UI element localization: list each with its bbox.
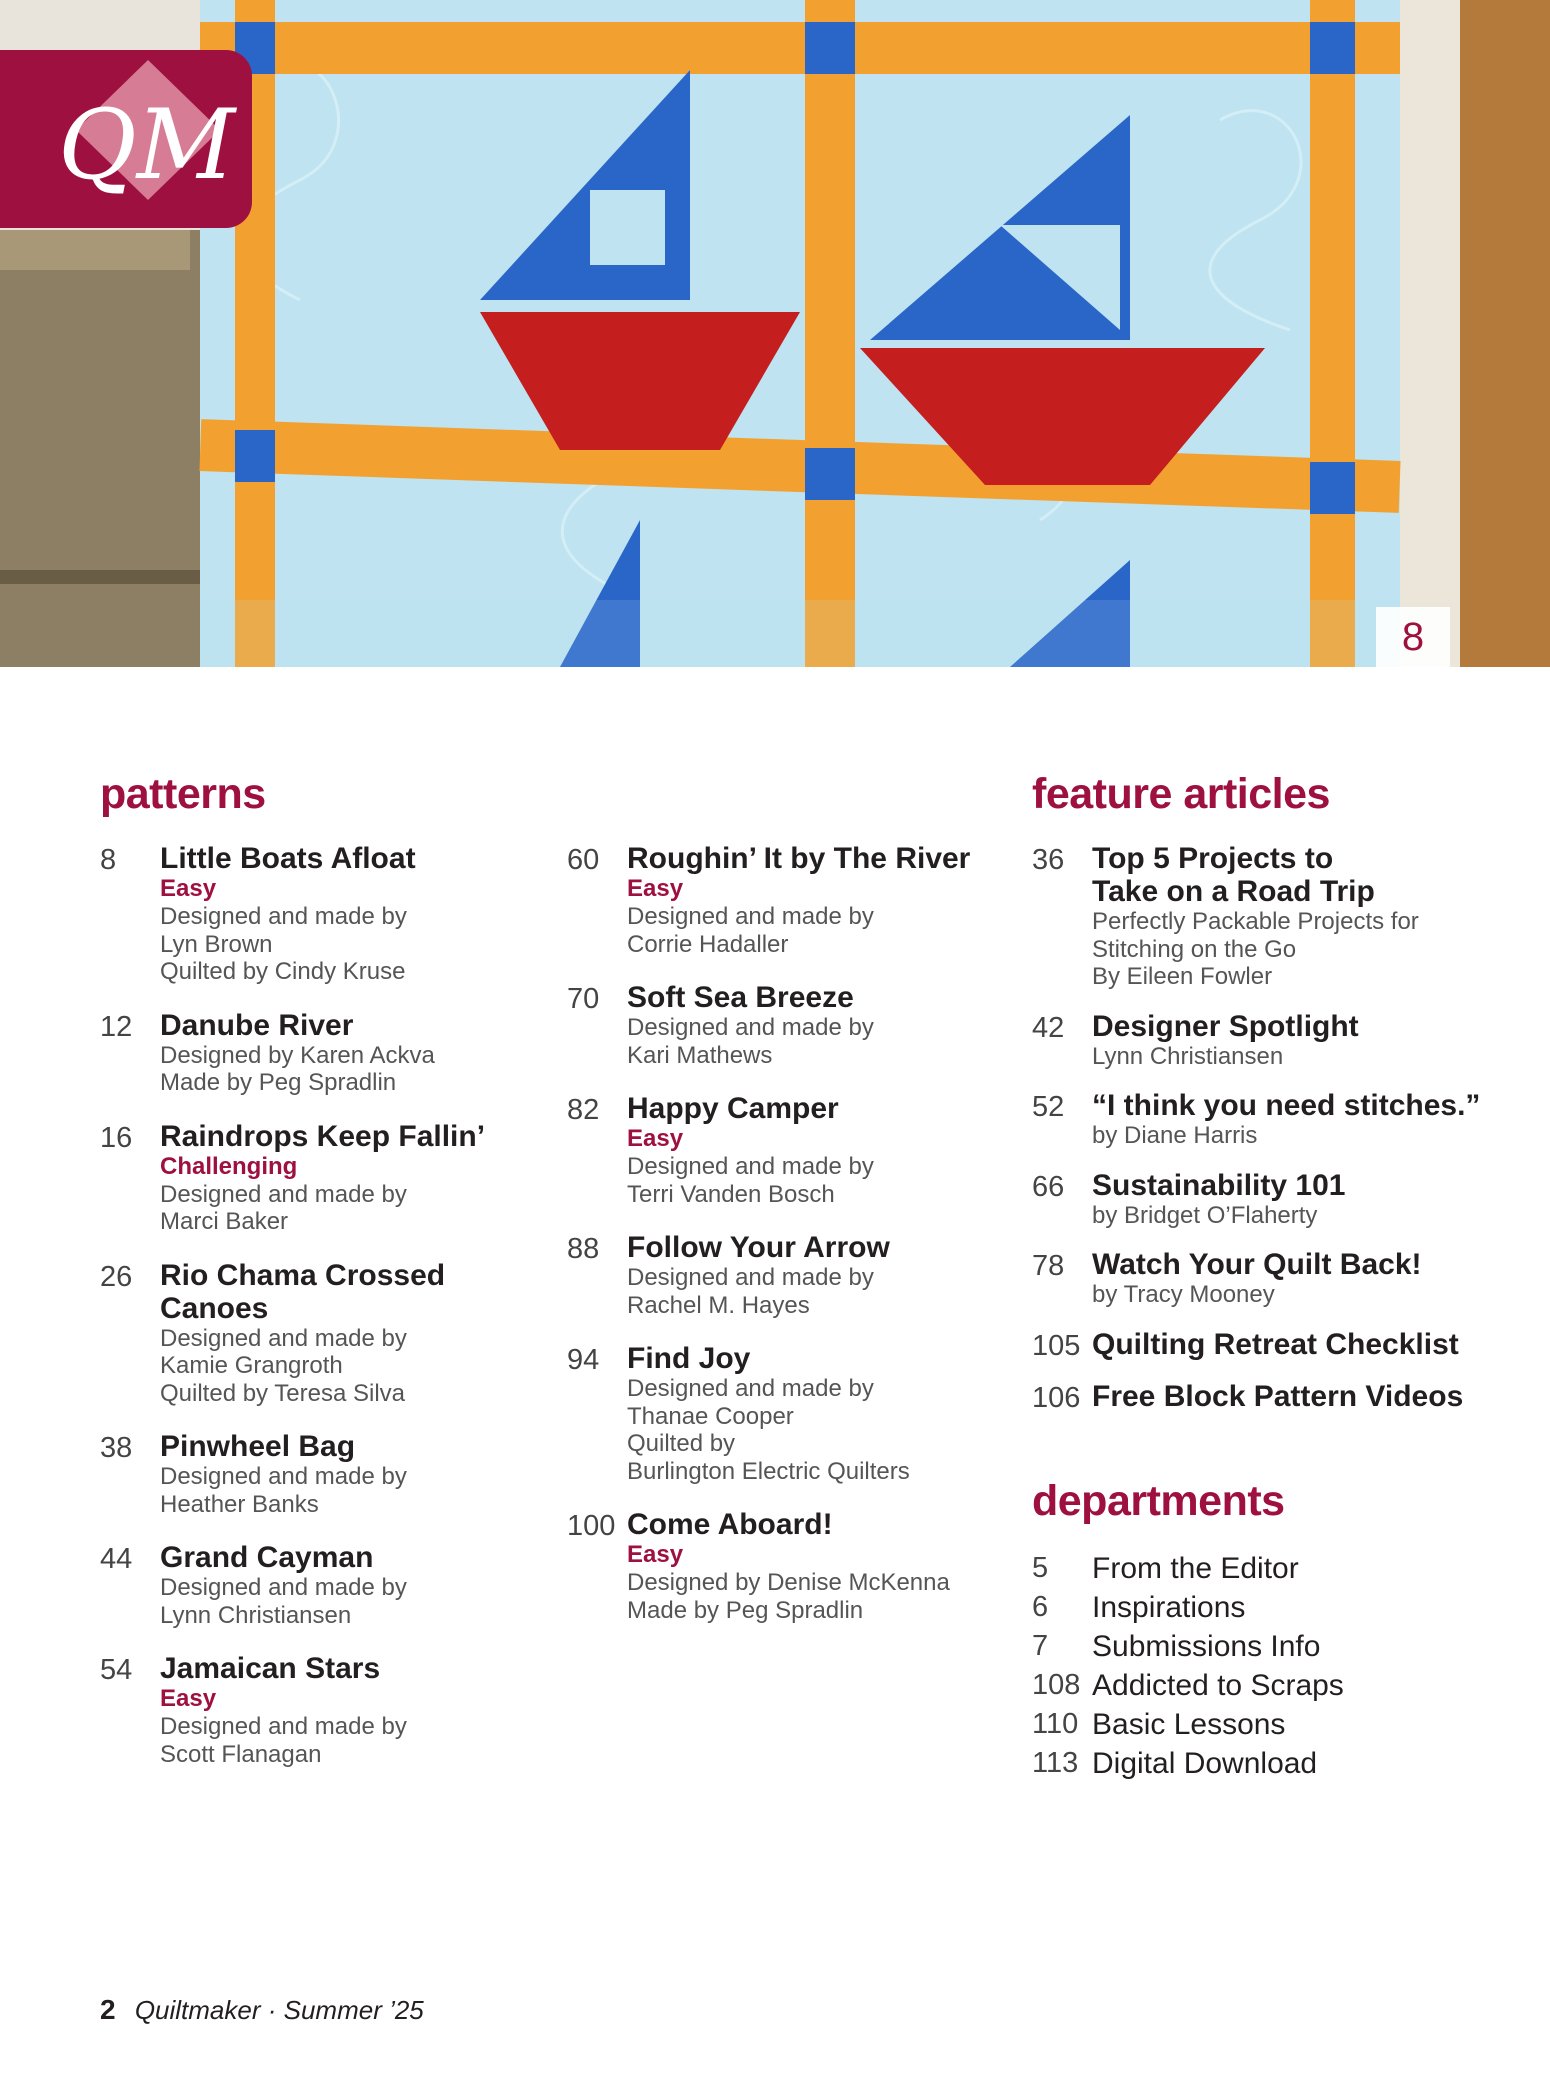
toc-entry-credit: Terri Vanden Bosch [627, 1180, 835, 1208]
toc-entry-credit: Quilted by Cindy Kruse [160, 958, 406, 985]
department-title[interactable]: Basic Lessons [1092, 1708, 1286, 1741]
toc-page-number: 105 [1032, 1329, 1081, 1362]
toc-page-number: 66 [1032, 1170, 1065, 1203]
toc-entry[interactable] [100, 1120, 540, 1236]
toc-page-number: 38 [100, 1432, 133, 1464]
toc-entry-title[interactable]: Grand Cayman [160, 1541, 374, 1574]
toc-entry[interactable] [100, 1009, 540, 1097]
toc-page-number: 100 [567, 1510, 616, 1542]
feature-articles-list [1032, 842, 1512, 1432]
toc-entry-credit: Designed and made by [160, 903, 407, 930]
toc-entry-credit: Quilted by Teresa Silva [160, 1379, 406, 1407]
toc-page-number: 94 [567, 1344, 600, 1376]
toc-page-number: 70 [567, 983, 600, 1015]
svg-text:QM: QM [58, 89, 235, 201]
department-entry[interactable] [1032, 1705, 1512, 1744]
patterns-column-2 [567, 842, 1007, 1647]
toc-entry-title[interactable]: Watch Your Quilt Back! [1092, 1248, 1422, 1281]
toc-entry-title[interactable]: Top 5 Projects to [1092, 842, 1334, 875]
patterns-heading: patterns [100, 770, 266, 818]
toc-entry-credit: Lyn Brown [160, 930, 273, 958]
page-footer [100, 1994, 424, 2026]
toc-page-number: 16 [100, 1121, 133, 1154]
toc-page-number: 6 [1032, 1591, 1049, 1623]
toc-entry-title[interactable]: Designer Spotlight [1092, 1009, 1359, 1043]
toc-entry-title[interactable]: Little Boats Afloat [160, 842, 416, 875]
department-title[interactable]: Inspirations [1092, 1591, 1246, 1624]
difficulty-label: Easy [627, 1125, 684, 1152]
toc-entry-credit: Designed and made by [627, 1153, 874, 1180]
department-entry[interactable] [1032, 1666, 1512, 1705]
toc-entry-credit: Designed and made by [627, 903, 874, 930]
toc-entry[interactable] [567, 1342, 1007, 1485]
hero-page-tag: 8 [1376, 607, 1450, 667]
toc-page-number: 110 [1032, 1708, 1079, 1740]
toc-entry-title[interactable]: Pinwheel Bag [160, 1430, 356, 1463]
toc-entry[interactable] [567, 981, 1007, 1069]
toc-entry-title[interactable]: Happy Camper [627, 1092, 839, 1125]
toc-entry[interactable] [1032, 1380, 1512, 1413]
toc-page-number: 44 [100, 1543, 133, 1575]
departments-heading: departments [1032, 1477, 1285, 1525]
toc-page-number: 108 [1032, 1669, 1081, 1701]
toc-page-number: 60 [567, 844, 600, 876]
difficulty-label: Challenging [160, 1152, 298, 1180]
toc-entry-credit: Lynn Christiansen [160, 1601, 352, 1629]
toc-entry[interactable] [1032, 1248, 1512, 1309]
toc-entry-title[interactable]: Sustainability 101 [1092, 1168, 1346, 1202]
department-entry[interactable] [1032, 1744, 1512, 1783]
toc-entry[interactable] [567, 1231, 1007, 1319]
toc-entry-credit: by Bridget O’Flaherty [1092, 1201, 1318, 1229]
toc-entry-credit: By Eileen Fowler [1092, 963, 1273, 990]
toc-page-number: 88 [567, 1233, 600, 1265]
toc-entry-credit: Made by Peg Spradlin [160, 1069, 397, 1096]
quiltmaker-logo [0, 50, 252, 228]
toc-entry[interactable] [100, 1652, 540, 1768]
toc-page-number: 8 [100, 844, 117, 876]
toc-entry[interactable] [100, 842, 540, 986]
toc-entry-title[interactable]: Jamaican Stars [160, 1652, 381, 1685]
toc-entry-credit: Corrie Hadaller [627, 930, 789, 958]
toc-entry[interactable] [1032, 842, 1512, 991]
toc-page-number: 82 [567, 1094, 600, 1126]
toc-entry-credit: Kari Mathews [627, 1041, 773, 1069]
difficulty-label: Easy [160, 1685, 217, 1712]
toc-entry-credit: Designed and made by [627, 1014, 874, 1041]
toc-entry-credit: Designed and made by [160, 1463, 407, 1490]
toc-entry-title[interactable]: Danube River [160, 1008, 354, 1042]
toc-page-number: 26 [100, 1260, 133, 1293]
toc-entry-title[interactable]: Find Joy [627, 1342, 751, 1375]
toc-entry-credit: Quilted by [627, 1430, 736, 1457]
toc-entry-credit: Rachel M. Hayes [627, 1291, 810, 1319]
toc-entry-credit: Scott Flanagan [160, 1740, 322, 1768]
toc-entry-credit: Designed and made by [160, 1574, 407, 1601]
toc-entry[interactable] [100, 1259, 540, 1408]
difficulty-label: Easy [627, 875, 684, 902]
toc-entry-title[interactable]: Rio Chama Crossed Canoes [160, 1258, 446, 1325]
footer-publication: Quiltmaker · Summer ’25 [134, 1995, 424, 2025]
footer-page-number: 2 [100, 1994, 116, 2025]
patterns-column-1 [100, 842, 540, 1791]
toc-entry-credit: Perfectly Packable Projects for [1092, 908, 1419, 935]
toc-entry-credit: Burlington Electric Quilters [627, 1457, 910, 1485]
toc-page-number: 78 [1032, 1250, 1065, 1282]
toc-entry[interactable] [567, 842, 1007, 958]
toc-entry[interactable] [100, 1541, 540, 1629]
toc-entry[interactable] [1032, 1328, 1512, 1361]
toc-entry-credit: Stitching on the Go [1092, 935, 1297, 963]
toc-entry-title[interactable]: Come Aboard! [627, 1508, 833, 1541]
toc-page-number: 106 [1032, 1381, 1081, 1414]
toc-entry-title[interactable]: Raindrops Keep Fallin’ [160, 1119, 486, 1153]
toc-entry-title[interactable]: “I think you need stitches.” [1092, 1089, 1481, 1122]
toc-entry[interactable] [567, 1508, 1007, 1624]
toc-entry-credit: Designed and made by [160, 1324, 407, 1352]
toc-entry[interactable] [1032, 1169, 1512, 1230]
department-title[interactable]: From the Editor [1092, 1552, 1299, 1585]
toc-entry-title[interactable]: Quilting Retreat Checklist [1092, 1327, 1459, 1361]
toc-entry[interactable] [1032, 1089, 1512, 1150]
hero-quilt-photo [0, 0, 1550, 667]
toc-entry-title[interactable]: Free Block Pattern Videos [1092, 1379, 1464, 1413]
department-title[interactable]: Addicted to Scraps [1092, 1669, 1344, 1702]
department-entry[interactable] [1032, 1588, 1512, 1627]
toc-page-number: 113 [1032, 1747, 1079, 1779]
toc-entry[interactable] [1032, 1010, 1512, 1071]
toc-entry-credit: by Tracy Mooney [1092, 1281, 1275, 1308]
qm-logo-icon [0, 50, 252, 228]
toc-page-number: 7 [1032, 1630, 1049, 1662]
difficulty-label: Easy [627, 1541, 684, 1568]
toc-entry-credit: Designed and made by [160, 1713, 407, 1740]
toc-entry-title[interactable]: Roughin’ It by The River [627, 842, 971, 875]
toc-page-number: 36 [1032, 844, 1065, 876]
toc-entry-credit: Marci Baker [160, 1208, 289, 1235]
toc-entry-title[interactable]: Follow Your Arrow [627, 1231, 890, 1264]
department-title[interactable]: Digital Download [1092, 1747, 1318, 1780]
toc-entry-credit: Designed by Karen Ackva [160, 1041, 435, 1069]
toc-page-number: 42 [1032, 1011, 1065, 1044]
toc-entry-title[interactable]: Take on a Road Trip [1092, 875, 1375, 908]
department-title[interactable]: Submissions Info [1092, 1630, 1321, 1663]
toc-entry-credit: Kamie Grangroth [160, 1352, 343, 1379]
toc-entry-credit: Made by Peg Spradlin [627, 1596, 864, 1624]
toc-page-number: 52 [1032, 1091, 1065, 1123]
toc-page-number: 5 [1032, 1552, 1049, 1584]
toc-entry-credit: Designed and made by [160, 1180, 407, 1208]
toc-entry-credit: Designed and made by [627, 1264, 874, 1291]
department-entry[interactable] [1032, 1627, 1512, 1666]
toc-entry-credit: Designed and made by [627, 1375, 874, 1402]
toc-entry-credit: Thanae Cooper [627, 1402, 794, 1430]
departments-list [1032, 1549, 1512, 1783]
toc-entry-credit: Designed by Denise McKenna [627, 1569, 950, 1596]
difficulty-label: Easy [160, 875, 217, 902]
toc-entry-credit: Lynn Christiansen [1092, 1042, 1284, 1070]
toc-entry-title[interactable]: Soft Sea Breeze [627, 981, 854, 1014]
department-entry[interactable] [1032, 1549, 1512, 1588]
toc-entry-credit: by Diane Harris [1092, 1122, 1258, 1149]
toc-entry[interactable] [567, 1092, 1007, 1208]
toc-entry-credit: Heather Banks [160, 1490, 319, 1518]
toc-entry[interactable] [100, 1430, 540, 1518]
feature-articles-heading: feature articles [1032, 770, 1330, 818]
toc-page-number: 12 [100, 1010, 133, 1043]
toc-page-number: 54 [100, 1654, 133, 1686]
